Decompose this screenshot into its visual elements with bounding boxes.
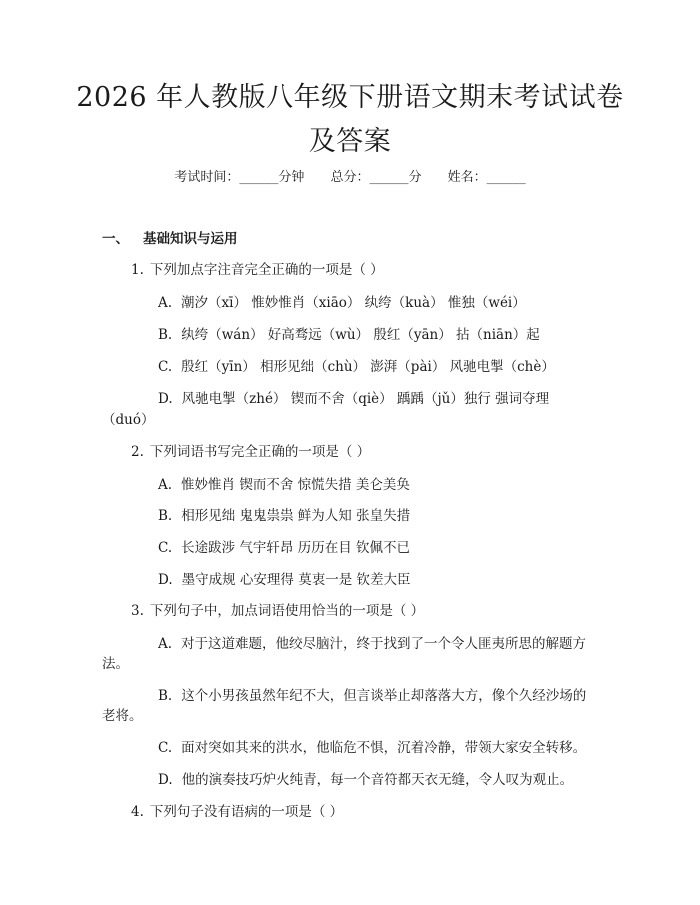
option-text: 相形见绌 鬼鬼祟祟 鲜为人知 张皇失措 <box>181 508 411 524</box>
title-line-1: 2026 年人教版八年级下册语文期末考试试卷 <box>76 82 624 113</box>
q3-option-b-continuation: 老将。 <box>102 708 143 724</box>
question-3 <box>131 601 424 621</box>
page-title <box>60 76 640 164</box>
option-text: 长途跋涉 气宇轩昂 历历在目 钦佩不已 <box>181 540 411 556</box>
option-letter: D. <box>158 572 173 588</box>
q3-option-c <box>158 738 586 758</box>
option-letter: B. <box>158 327 173 343</box>
q2-option-b <box>158 506 410 526</box>
question-text: 下列加点字注音完全正确的一项是（ ） <box>149 262 384 278</box>
q1-option-b <box>158 325 540 345</box>
q1-option-a <box>158 293 526 313</box>
question-text: 下列句子没有语病的一项是（ ） <box>149 804 344 820</box>
question-number: 4. <box>131 804 144 820</box>
q1-option-d <box>158 389 549 409</box>
question-number: 3. <box>131 603 144 619</box>
exam-time-field: 考试时间：______分钟 <box>174 170 305 185</box>
option-text: 潮汐（xī） 惟妙惟肖（xiāo） 纨绔（kuà） 惟独（wéi） <box>181 295 526 311</box>
question-text: 下列词语书写完全正确的一项是（ ） <box>149 444 371 460</box>
q3-option-a-continuation: 法。 <box>102 656 129 672</box>
option-text: 这个小男孩虽然年纪不大，但言谈举止却落落大方，像个久经沙场的 <box>181 688 587 704</box>
option-text: 他的演奏技巧炉火纯青，每一个音符都天衣无缝，令人叹为观止。 <box>181 772 574 788</box>
question-2 <box>131 442 370 462</box>
option-text: 墨守成规 心安理得 莫衷一是 钦差大臣 <box>181 572 411 588</box>
question-4 <box>131 802 343 822</box>
option-letter: C. <box>158 359 173 375</box>
question-1 <box>131 260 384 280</box>
option-letter: A. <box>158 295 173 311</box>
option-letter: D. <box>158 772 173 788</box>
q2-option-a <box>158 475 410 495</box>
q2-option-d <box>158 570 411 590</box>
q2-option-c <box>158 538 410 558</box>
question-number: 1. <box>131 262 144 278</box>
question-text: 下列句子中，加点词语使用恰当的一项是（ ） <box>149 603 425 619</box>
q1-option-d-continuation: （duó） <box>102 412 155 428</box>
total-score-field: 总分：______分 <box>330 170 422 185</box>
option-text: 面对突如其来的洪水，他临危不惧，沉着冷静，带领大家安全转移。 <box>181 740 587 756</box>
option-letter: B. <box>158 688 173 704</box>
option-letter: C. <box>158 740 173 756</box>
section-heading <box>102 229 238 249</box>
q3-option-b <box>158 686 586 706</box>
option-letter: C. <box>158 540 173 556</box>
option-text: 风驰电掣（zhé） 锲而不舍（qiè） 踽踽（jǔ）独行 强词夺理 <box>181 391 550 407</box>
q3-option-d <box>158 770 573 790</box>
question-number: 2. <box>131 444 144 460</box>
option-text: 纨绔（wán） 好高骛远（wù） 殷红（yān） 拈（niān）起 <box>181 327 540 343</box>
option-letter: B. <box>158 508 173 524</box>
title-line-2: 及答案 <box>308 126 392 157</box>
option-text: 殷红（yīn） 相形见绌（chù） 澎湃（pài） 风驰电掣（chè） <box>181 359 555 375</box>
q1-option-c <box>158 357 555 377</box>
section-name: 基础知识与运用 <box>143 231 238 247</box>
exam-meta <box>0 168 700 188</box>
option-letter: A. <box>158 636 173 652</box>
option-letter: D. <box>158 391 173 407</box>
student-name-field: 姓名：______ <box>447 170 526 185</box>
option-text: 对于这道难题，他绞尽脑汁，终于找到了一个令人匪夷所思的解题方 <box>181 636 587 652</box>
section-number: 一、 <box>102 231 129 247</box>
q3-option-a <box>158 634 586 654</box>
option-text: 惟妙惟肖 锲而不舍 惊慌失措 美仑美奂 <box>181 477 410 493</box>
option-letter: A. <box>158 477 173 493</box>
